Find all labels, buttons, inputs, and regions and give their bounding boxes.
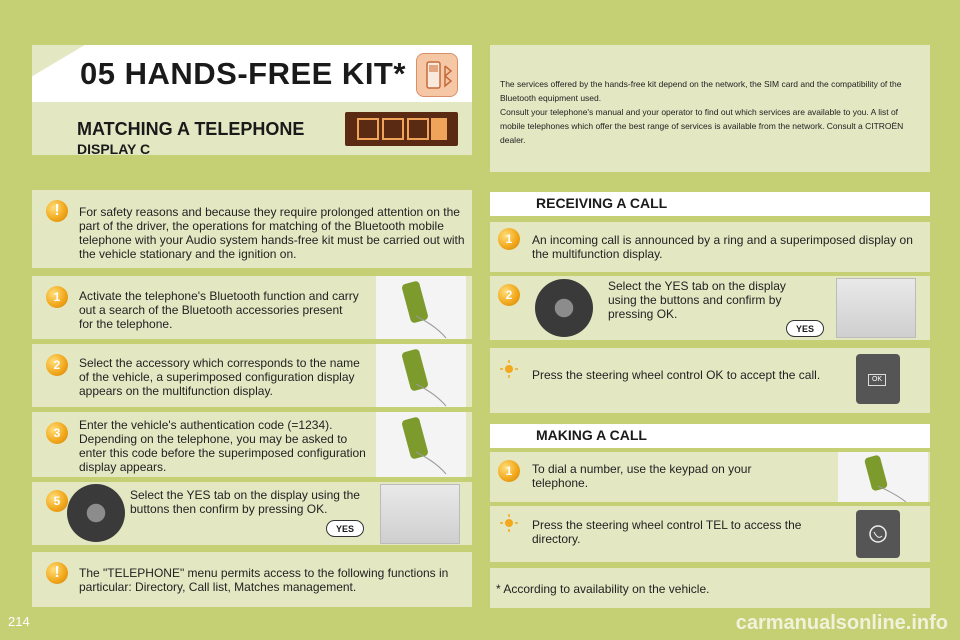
info-text-1: The services offered by the hands-free kit depend on the network, the SIM card and the compatibility of the Bluetooth equipment used. (500, 79, 902, 103)
footnote-text: * According to availability on the vehicle. (496, 582, 710, 596)
step-number-3: 3 (46, 422, 68, 444)
yes-button: YES (786, 320, 824, 337)
making-step-1-box (490, 452, 930, 502)
display-c-icon (345, 112, 458, 146)
receiving-step-2-text: Select the YES tab on the display using the buttons and confirm by pressing OK. (608, 279, 786, 321)
step-number-2: 2 (498, 284, 520, 306)
step-number-5: 5 (46, 490, 68, 512)
ok-label: OK (868, 374, 886, 386)
step-number-1: 1 (46, 286, 68, 308)
warning-text-2: The "TELEPHONE" menu permits access to the following functions in particular: Directory, Call list, Matches management. (79, 566, 449, 594)
steering-wheel-icon (500, 514, 518, 532)
phone-hand-image (376, 344, 466, 407)
warning-icon: ! (46, 562, 68, 584)
step-number-1: 1 (498, 460, 520, 482)
step-1-box (32, 276, 472, 339)
step-text-5: Select the YES tab on the display using the buttons then confirm by pressing OK. (130, 488, 360, 516)
step-5-box (32, 482, 472, 545)
phone-hand-image (376, 412, 466, 477)
steering-ok-image (856, 354, 900, 404)
step-number-2: 2 (46, 354, 68, 376)
phone-hand-image (376, 276, 466, 339)
receiving-tip-text: Press the steering wheel control OK to accept the call. (532, 368, 821, 382)
phone-bluetooth-icon (416, 53, 458, 97)
info-box (490, 45, 930, 172)
making-tip-text: Press the steering wheel control TEL to access the directory. (532, 518, 802, 546)
warning-box-2 (32, 552, 472, 607)
step-2-box (32, 344, 472, 407)
receiving-step-2-box (490, 276, 930, 340)
watermark: carmanualsonline.info (735, 612, 948, 634)
making-step-1-text: To dial a number, use the keypad on your telephone. (532, 462, 752, 490)
receiving-call-header: RECEIVING A CALL (490, 192, 930, 216)
step-3-box (32, 412, 472, 477)
ok-pad-icon (67, 484, 125, 542)
step-text-2: Select the accessory which corresponds to the name of the vehicle, a superimposed configuration display appears on the multifunction display. (79, 356, 360, 398)
radio-display-image (380, 484, 460, 544)
section-title: MATCHING A TELEPHONE (77, 119, 305, 139)
yes-button: YES (326, 520, 364, 537)
info-text-2: Consult your telephone's manual and your operator to find out which services are available to you. A list of mobile telephones which offer the best range of services is available from the network. Consult a CITROËN dealer. (500, 107, 904, 145)
page-number: 214 (8, 614, 30, 629)
step-text-3: Enter the vehicle's authentication code (=1234). Depending on the telephone, you may be asked to enter this code before the superimposed configuration display appears. (79, 418, 366, 474)
warning-box-1 (32, 190, 472, 268)
step-number-1: 1 (498, 228, 520, 250)
warning-text-1: For safety reasons and because they require prolonged attention on the part of the driver, the operations for matching of the Bluetooth mobile telephone with your Audio system hands-free kit must be carried out with the vehicle stationary and the ignition on. (79, 205, 465, 261)
making-call-header: MAKING A CALL (490, 424, 930, 448)
receiving-tip-box (490, 348, 930, 413)
warning-icon: ! (46, 200, 68, 222)
step-text-1: Activate the telephone's Bluetooth function and carry out a search of the Bluetooth accessories present for the telephone. (79, 289, 359, 331)
footnote-box (490, 568, 930, 608)
steering-wheel-icon (500, 360, 518, 378)
ok-pad-icon (535, 279, 593, 337)
section-subtitle: DISPLAY C (77, 141, 151, 157)
receiving-step-1-box (490, 222, 930, 272)
making-tip-box (490, 506, 930, 562)
radio-display-image (836, 278, 916, 338)
receiving-step-1-text: An incoming call is announced by a ring and a superimposed display on the multifunction display. (532, 233, 913, 261)
page-title: 05 HANDS-FREE KIT* (80, 56, 406, 91)
phone-hand-image (838, 452, 928, 502)
steering-tel-image (856, 510, 900, 558)
